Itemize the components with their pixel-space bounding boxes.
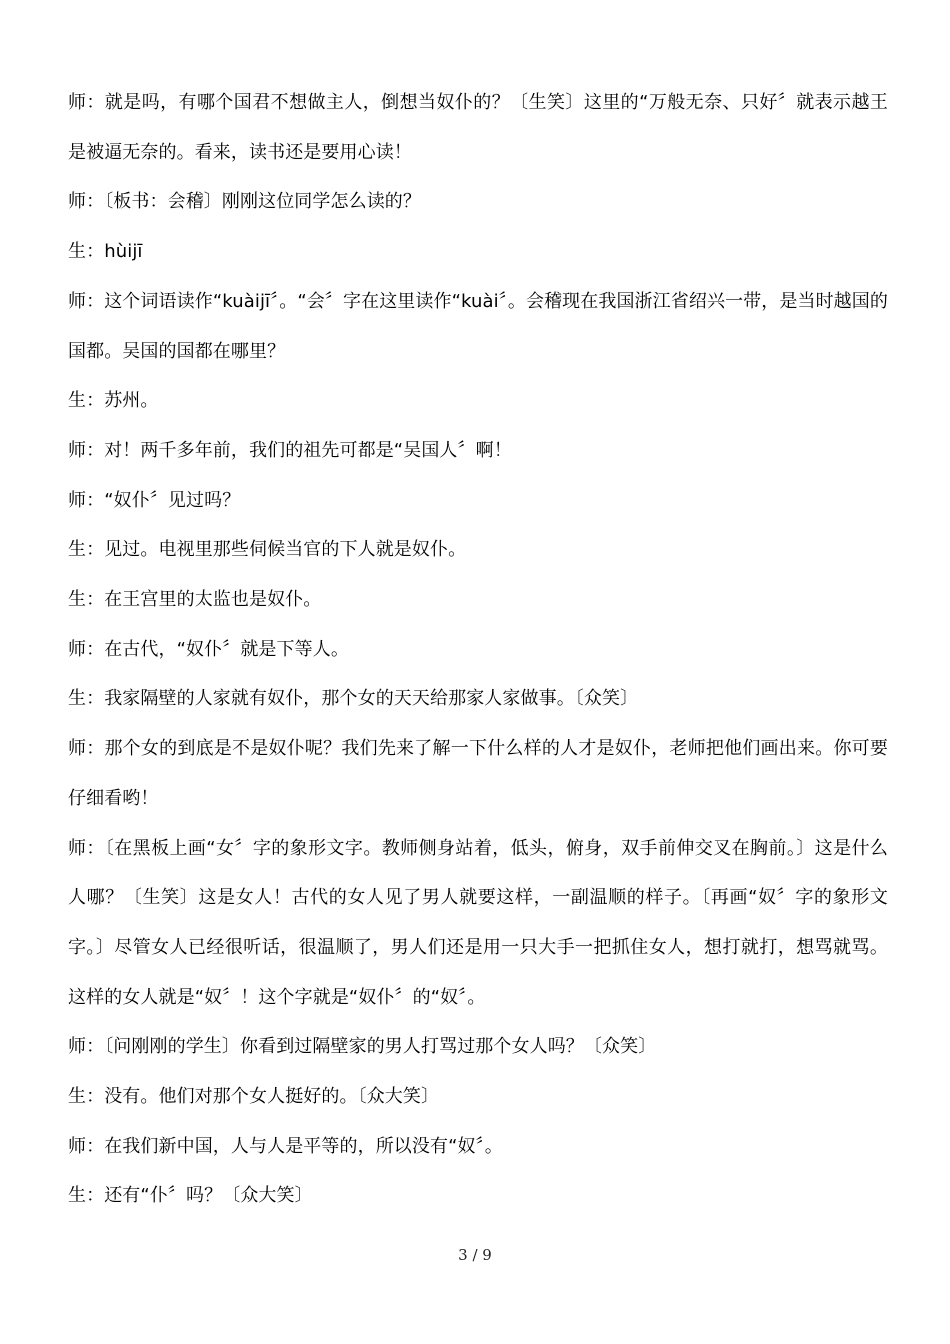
paragraph: 师：〔板书：会稽〕刚刚这位同学怎么读的？ (68, 191, 421, 213)
paragraph: 师：就是吗，有哪个国君不想做主人，倒想当奴仆的？〔生笑〕这里的“万般无奈、只好〞就表示越王是被逼无奈的。看来，读书还是要用心读！ (68, 92, 888, 163)
paragraph: 师：那个女的到底是不是奴仆呢？我们先来了解一下什么样的人才是奴仆，老师把他们画出来。你可要仔细看哟！ (68, 738, 888, 809)
paragraph: 师：在古代，“奴仆〞就是下等人。 (68, 638, 349, 660)
paragraph: 师：在我们新中国，人与人是平等的，所以没有“奴〞。 (68, 1135, 503, 1157)
paragraph: 师：〔问刚刚的学生〕你看到过隔壁家的男人打骂过那个女人吗？〔众笑〕 (68, 1036, 657, 1058)
paragraph: 生：hùijī (68, 241, 143, 263)
paragraph: 生：我家隔壁的人家就有奴仆，那个女的天天给那家人家做事。〔众笑〕 (68, 688, 639, 710)
paragraph: 生：没有。他们对那个女人挺好的。〔众大笑〕 (68, 1086, 440, 1108)
paragraph: 生：苏州。 (68, 390, 159, 412)
paragraph: 生：在王宫里的太监也是奴仆。 (68, 589, 322, 611)
paragraph: 师：“奴仆〞见过吗？ (68, 489, 241, 511)
page-number: 3 / 9 (458, 1246, 492, 1264)
paragraph: 生：见过。电视里那些伺候当官的下人就是奴仆。 (68, 539, 467, 561)
paragraph: 师：这个词语读作“kuàijī〞。“会〞字在这里读作“kuài〞。会稽现在我国浙江省绍兴一带，是当时越国的国都。吴国的国都在哪里？ (68, 290, 888, 362)
paragraph: 师：对！两千多年前，我们的祖先可都是“吴国人〞啊！ (68, 439, 512, 461)
paragraph: 师：〔在黑板上画“女〞字的象形文字。教师侧身站着，低头，俯身，双手前伸交叉在胸前。〕这是什么人哪？〔生笑〕这是女人！古代的女人见了男人就要这样，一副温顺的样子。〔再画“奴〞字的象形文字。〕尽管女人已经很听话，很温顺了，男人们还是用一只大手一把抓住女人，想打就打，想骂就骂。这样的女人就是“奴〞！这个字就是“奴仆〞的“奴〞。 (68, 837, 888, 1008)
paragraph: 生：还有“仆〞吗？〔众大笑〕 (68, 1185, 313, 1207)
document-body (68, 78, 888, 1221)
